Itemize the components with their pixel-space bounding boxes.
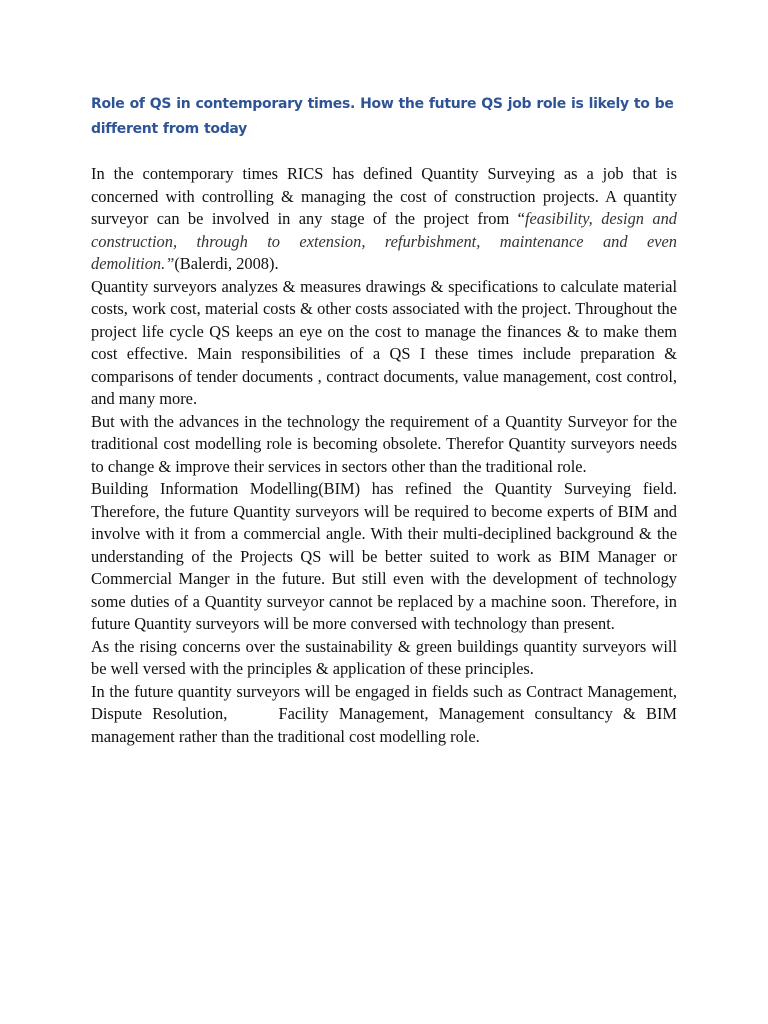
citation: (Balerdi, 2008). xyxy=(174,254,279,273)
paragraph-1-text: In the contemporary times RICS has defined Quantity Surveying as a job that is concerned with controlling & managing the cost of construction projects. A quantity surveyor can be involved in any stage of the project from “ xyxy=(91,164,677,228)
quoted-definition: feasibility, design and construction, through to extension, refurbishment, maintenance and even demolition.” xyxy=(91,209,677,273)
paragraph-2: Quantity surveyors analyzes & measures drawings & specifications to calculate material costs, work cost, material costs & other costs associated with the project. Throughout the project life cycle QS keeps an eye on the cost to manage the finances & to make them cost effective. Main responsibilities of a QS I these times include preparation & comparisons of tender documents , contract documents, value management, cost control, and many more. xyxy=(91,276,677,408)
paragraph-1 xyxy=(91,163,677,276)
paragraph-3: But with the advances in the technology the requirement of a Quantity Surveyor for the traditional cost modelling role is becoming obsolete. Therefor Quantity surveyors needs to change & improve their services in sectors other than the traditional role. xyxy=(91,411,677,476)
document-body xyxy=(91,163,677,748)
document-title: Role of QS in contemporary times. How the future QS job role is likely to be different from today xyxy=(91,96,674,137)
paragraph-6: In the future quantity surveyors will be engaged in fields such as Contract Management, Dispute Resolution, Facility Management, Management consultancy & BIM management rather than the traditional cost modelling role. xyxy=(91,681,677,746)
paragraph-5: As the rising concerns over the sustainability & green buildings quantity surveyors will be well versed with the principles & application of these principles. xyxy=(91,636,677,678)
paragraph-4: Building Information Modelling(BIM) has refined the Quantity Surveying field. Therefore, the future Quantity surveyors will be required to become experts of BIM and involve with it from a commercial angle. With their multi-deciplined background & the understanding of the Projects QS will be better suited to work as BIM Manager or Commercial Manger in the future. But still even with the development of technology some duties of a Quantity surveyor cannot be replaced by a machine soon. Therefore, in future Quantity surveyors will be more conversed with technology than present. xyxy=(91,479,677,633)
